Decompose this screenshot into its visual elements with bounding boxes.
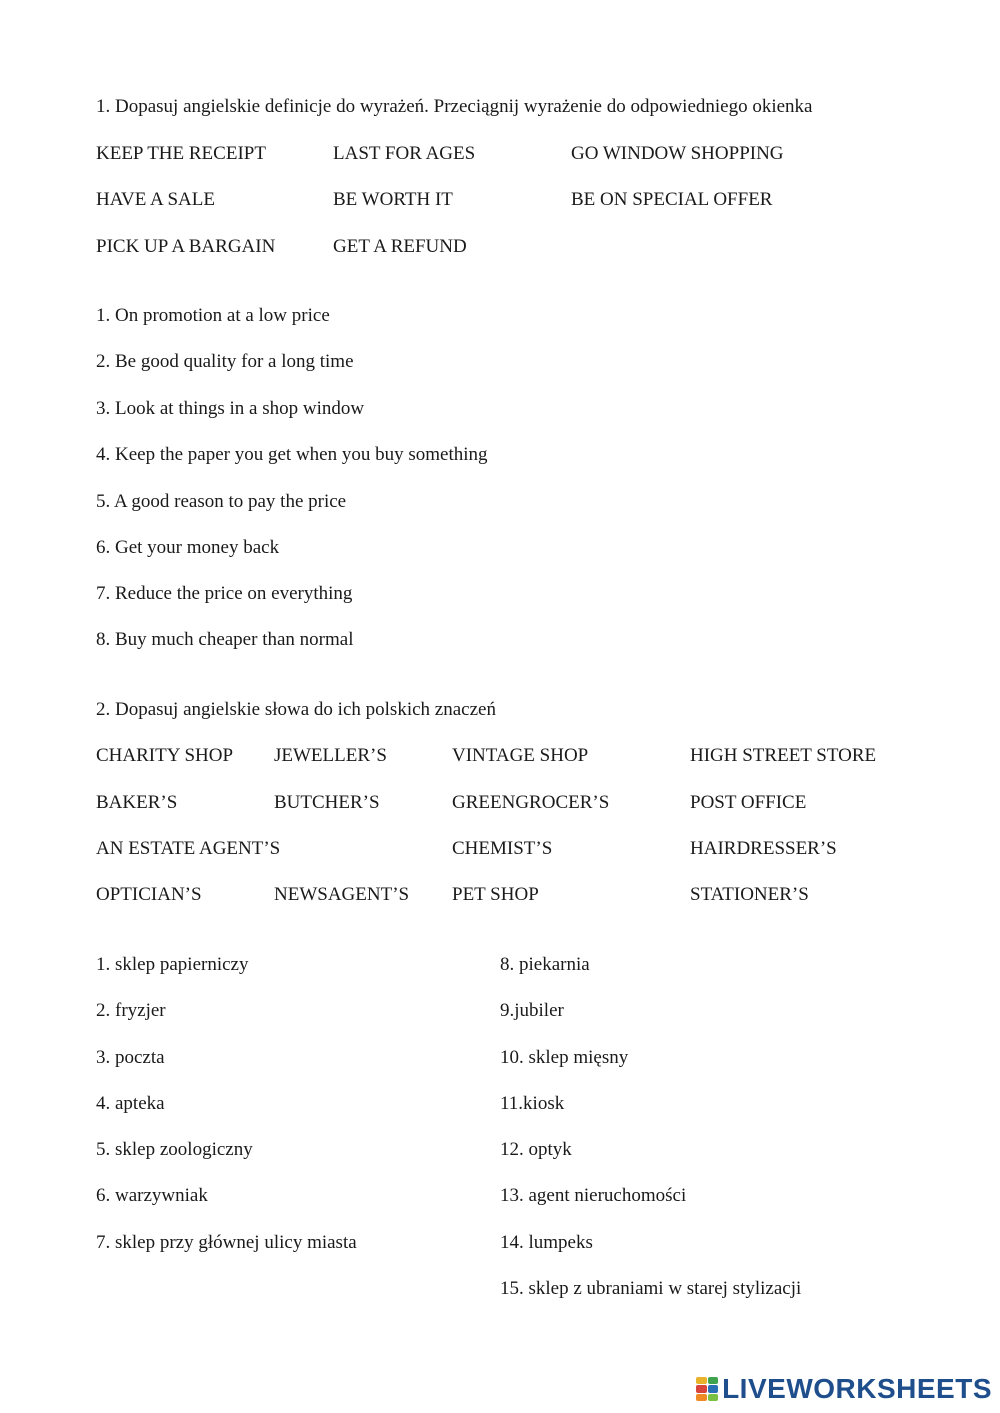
phrase-get-a-refund[interactable]: GET A REFUND	[333, 236, 467, 257]
meaning-item: 3. poczta	[96, 1047, 165, 1068]
definition-item: 2. Be good quality for a long time	[96, 351, 354, 372]
meaning-item: 15. sklep z ubraniami w starej stylizacji	[500, 1278, 802, 1299]
definition-item: 5. A good reason to pay the price	[96, 491, 347, 512]
meaning-item: 1. sklep papierniczy	[96, 954, 249, 975]
phrase-have-a-sale[interactable]: HAVE A SALE	[96, 189, 215, 210]
phrase-keep-the-receipt[interactable]: KEEP THE RECEIPT	[96, 143, 266, 164]
word-bakers[interactable]: BAKER’S	[96, 792, 178, 813]
definition-item: 3. Look at things in a shop window	[96, 398, 365, 419]
phrase-be-on-special-offer[interactable]: BE ON SPECIAL OFFER	[571, 189, 773, 210]
word-pet-shop[interactable]: PET SHOP	[452, 884, 539, 905]
word-newsagents[interactable]: NEWSAGENT’S	[274, 884, 410, 905]
word-opticians[interactable]: OPTICIAN’S	[96, 884, 202, 905]
exercise-1-instruction: 1. Dopasuj angielskie definicje do wyrażeń. Przeciągnij wyrażenie do odpowiedniego okienka	[96, 96, 813, 117]
word-post-office[interactable]: POST OFFICE	[690, 792, 807, 813]
meaning-item: 8. piekarnia	[500, 954, 590, 975]
meaning-item: 11.kiosk	[500, 1093, 565, 1114]
logo-text: LIVEWORKSHEETS	[722, 1373, 992, 1404]
meaning-item: 7. sklep przy głównej ulicy miasta	[96, 1232, 357, 1253]
word-vintage-shop[interactable]: VINTAGE SHOP	[452, 745, 589, 766]
meaning-item: 12. optyk	[500, 1139, 572, 1160]
word-estate-agents[interactable]: AN ESTATE AGENT’S	[96, 838, 281, 859]
definition-item: 1. On promotion at a low price	[96, 305, 330, 326]
phrase-pick-up-a-bargain[interactable]: PICK UP A BARGAIN	[96, 236, 276, 257]
meaning-item: 6. warzywniak	[96, 1185, 208, 1206]
word-stationers[interactable]: STATIONER’S	[690, 884, 809, 905]
meaning-item: 10. sklep mięsny	[500, 1047, 629, 1068]
meaning-item: 14. lumpeks	[500, 1232, 593, 1253]
definition-item: 7. Reduce the price on everything	[96, 583, 353, 604]
word-chemists[interactable]: CHEMIST’S	[452, 838, 553, 859]
word-butchers[interactable]: BUTCHER’S	[274, 792, 380, 813]
phrase-go-window-shopping[interactable]: GO WINDOW SHOPPING	[571, 143, 784, 164]
meaning-item: 5. sklep zoologiczny	[96, 1139, 253, 1160]
logo-blocks-icon	[696, 1377, 718, 1401]
word-high-street-store[interactable]: HIGH STREET STORE	[690, 745, 877, 766]
word-jewellers[interactable]: JEWELLER’S	[274, 745, 387, 766]
word-greengrocers[interactable]: GREENGROCER’S	[452, 792, 610, 813]
exercise-2-instruction: 2. Dopasuj angielskie słowa do ich polskich znaczeń	[96, 699, 496, 720]
liveworksheets-logo	[696, 1373, 992, 1405]
word-charity-shop[interactable]: CHARITY SHOP	[96, 745, 234, 766]
definition-item: 8. Buy much cheaper than normal	[96, 629, 354, 650]
meaning-item: 9.jubiler	[500, 1000, 564, 1021]
meaning-item: 13. agent nieruchomości	[500, 1185, 687, 1206]
meaning-item: 2. fryzjer	[96, 1000, 166, 1021]
phrase-last-for-ages[interactable]: LAST FOR AGES	[333, 143, 476, 164]
definition-item: 4. Keep the paper you get when you buy something	[96, 444, 488, 465]
meaning-item: 4. apteka	[96, 1093, 165, 1114]
definition-item: 6. Get your money back	[96, 537, 280, 558]
phrase-be-worth-it[interactable]: BE WORTH IT	[333, 189, 453, 210]
word-hairdressers[interactable]: HAIRDRESSER’S	[690, 838, 837, 859]
